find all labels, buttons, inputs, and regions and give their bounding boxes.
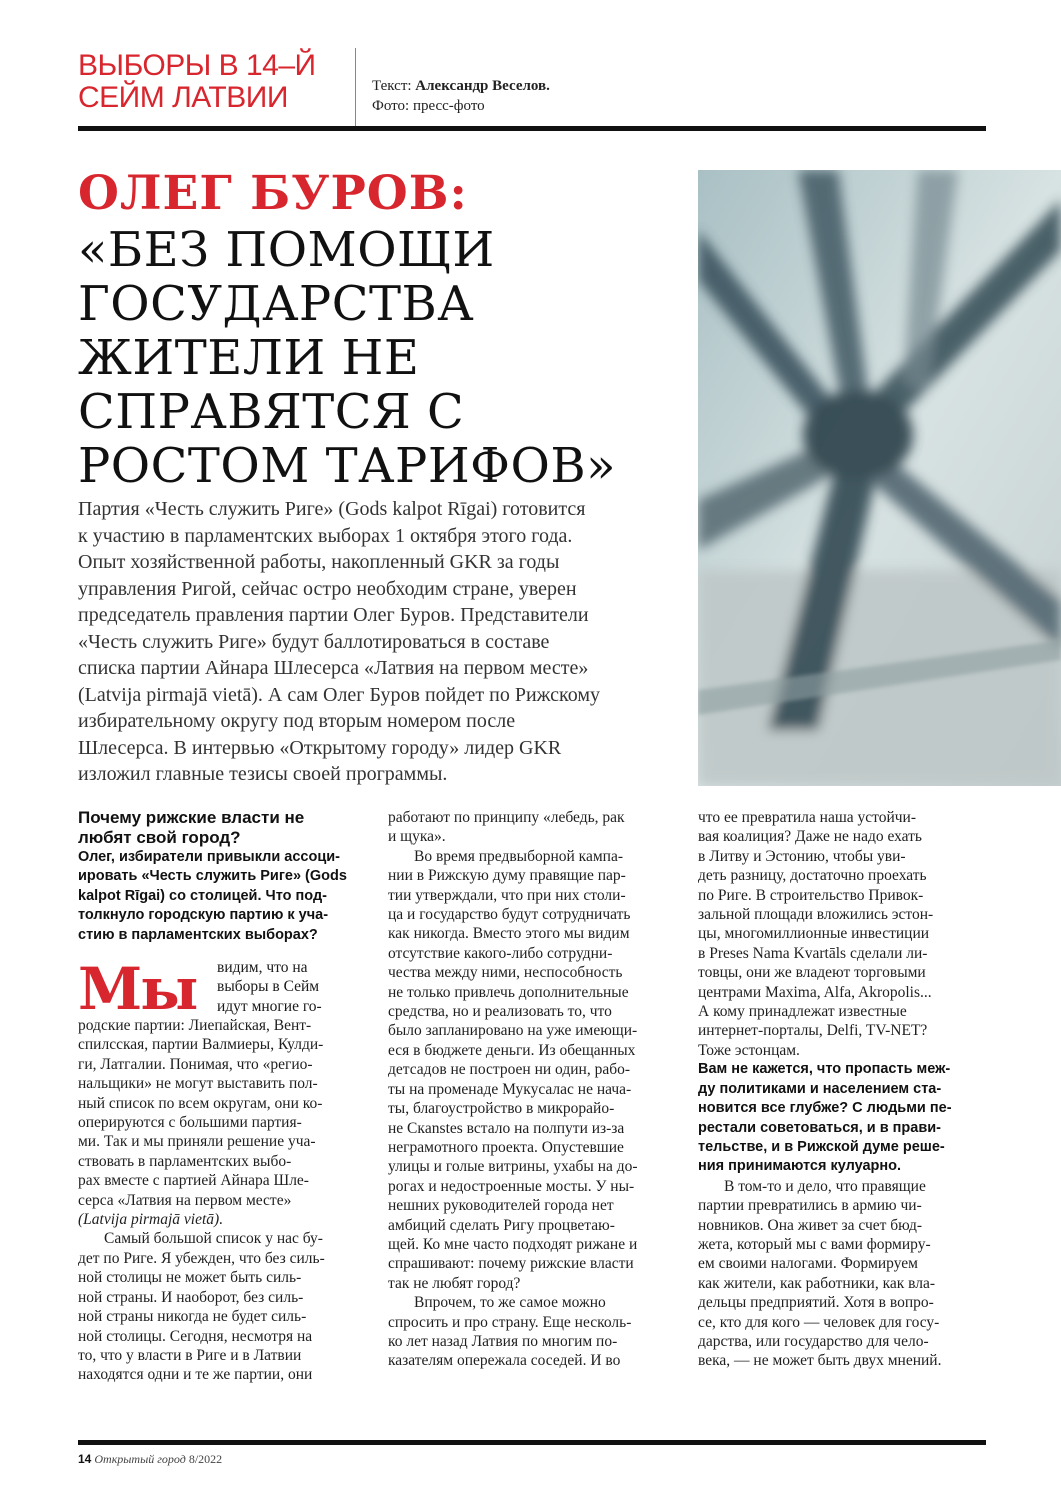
lead-line: (Latvija pirmajā vietā). А сам Олег Буров пойдет по Рижскому: [78, 683, 600, 706]
body-line: улицы и голые витрины, ухабы на до-: [388, 1158, 638, 1176]
body-line: нальщики» не могут выставить пол-: [78, 1075, 318, 1093]
body-line: спросить и про страну. Еще несколь-: [388, 1313, 632, 1331]
interview-question: Олег, избиратели привыкли ассоци-: [78, 849, 340, 865]
rubric-divider: [355, 48, 356, 126]
body-line: товцы, они же владеют торговыми: [698, 964, 926, 982]
body-line: амбиций сделать Ригу процветаю-: [388, 1216, 615, 1234]
body-line: Впрочем, то же самое можно: [414, 1294, 606, 1312]
body-line: средства, но и реализовать то, что: [388, 1003, 612, 1021]
photo-source: пресс-фото: [412, 98, 485, 114]
headline: [78, 223, 616, 493]
body-line: не только привлечь дополнительные: [388, 983, 629, 1001]
body-line: В том-то и дело, что правящие: [724, 1177, 926, 1195]
body-line: чества между ними, неспособность: [388, 964, 623, 982]
rubric-line-2: СЕЙМ ЛАТВИИ: [78, 81, 288, 114]
column-1-body: [78, 1016, 368, 1385]
body-line: находятся одни и те же партии, они: [78, 1366, 313, 1384]
body-line: то, что у власти в Риге и в Латвии: [78, 1346, 302, 1364]
body-line: вая коалиция? Даже не надо ехать: [698, 828, 923, 846]
body-line: се, кто для кого — человек для госу-: [698, 1313, 940, 1331]
body-line: идут многие го-: [217, 997, 322, 1015]
page-footer: [78, 1452, 222, 1467]
body-line: рогах и недостроенные мосты. У ны-: [388, 1177, 635, 1195]
body-line: щей. Ко мне часто подходят рижане и: [388, 1235, 638, 1253]
body-line: еся в бюджете деньги. Из обещанных: [388, 1041, 636, 1059]
credits: [372, 76, 550, 116]
issue-number: 8/2022: [188, 1452, 223, 1466]
interview-question: ду политиками и населением ста-: [698, 1080, 942, 1097]
body-line: нии в Рижскую думу правящие пар-: [388, 867, 626, 885]
body-line: в Литву и Эстонию, чтобы уви-: [698, 847, 906, 865]
body-line: А кому принадлежат известные: [698, 1003, 907, 1021]
body-line: ца и государство будут сотрудничать: [388, 906, 631, 924]
interview-question: kalpot Rīgai) со столицей. Что под-: [78, 887, 327, 904]
body-line: ный список по всем округам, они ко-: [78, 1094, 323, 1112]
lead-line: Опыт хозяйственной работы, накопленный GKR за годы: [78, 551, 560, 573]
body-line: не Скanstes встало на полпути из-за: [388, 1119, 625, 1137]
section-rubric: [78, 50, 348, 114]
body-line: ко лет назад Латвия по многим по-: [388, 1332, 618, 1350]
photo-label: Фото:: [372, 98, 410, 114]
body-line: тии утверждали, что при них столи-: [388, 886, 626, 904]
bottom-rule: [78, 1440, 986, 1445]
drop-cap: Мы: [78, 955, 197, 1023]
body-line: интернет-порталы, Delfi, TV-NET?: [698, 1022, 928, 1040]
body-line: Во время предвыборной кампа-: [414, 847, 623, 865]
text-label: Текст:: [372, 78, 412, 94]
subheading: любят свой город?: [78, 828, 241, 847]
drop-cap-text: [217, 958, 322, 1016]
body-line: ми. Так и мы приняли решение уча-: [78, 1133, 316, 1151]
body-line: ем своими налогами. Формируем: [698, 1255, 918, 1273]
body-line: дельцы предприятий. Хотя в вопро-: [698, 1294, 934, 1312]
body-line: ствовать в парламентских выбо-: [78, 1152, 292, 1170]
interview-question: тельстве, и в Рижской думе реше-: [698, 1138, 945, 1155]
lead-line: Шлесерса. В интервью «Открытому городу» лидер GKR: [78, 736, 562, 759]
body-line: отсутствие какого-либо сотрудни-: [388, 944, 613, 962]
article-photo: [698, 170, 1061, 786]
headline-line: СПРАВЯТСЯ С: [78, 384, 465, 440]
body-line: родские партии: Лиепайская, Вент-: [78, 1017, 312, 1034]
column-3: [698, 808, 988, 1371]
lead-line: к участию в парламентских выборах 1 октября этого года.: [78, 524, 573, 547]
headline-line: ГОСУДАРСТВА: [78, 276, 475, 332]
body-line: как жители, как работники, как вла-: [698, 1274, 936, 1292]
page-number: 14: [78, 1452, 92, 1466]
body-line: центрами Maxima, Alfa, Akropolis...: [698, 983, 932, 1001]
body-line: работают по принципу «лебедь, рак: [388, 809, 625, 826]
body-line: ной столицы не может быть силь-: [78, 1269, 302, 1287]
body-line: Самый большой список у нас бу-: [104, 1230, 323, 1248]
body-line: ты на променаде Мукусалас не нача-: [388, 1080, 632, 1098]
body-line: века, — не может быть двух мнений.: [698, 1352, 942, 1370]
body-line: выборы в Сейм: [217, 978, 320, 996]
body-line: спилсская, партии Валмиеры, Кулди-: [78, 1036, 324, 1054]
column-1: [78, 808, 368, 945]
body-line: нешних руководителей города нет: [388, 1197, 614, 1215]
body-line: жета, который мы с вами формиру-: [698, 1235, 931, 1253]
column-2: [388, 808, 678, 1371]
lead-line: Партия «Честь служить Риге» (Gods kalpot Rīgai) готовится: [78, 498, 586, 520]
body-line: и щука».: [388, 828, 446, 846]
lead-line: избирательному округу под вторым номером после: [78, 710, 516, 732]
body-line: зальной площади вложились эстон-: [698, 906, 934, 924]
body-line: дет по Риге. Я убежден, что без силь-: [78, 1249, 325, 1267]
body-line: как никогда. Вместо этого мы видим: [388, 925, 630, 943]
body-line: ты, благоустройство в микрорайо-: [388, 1100, 615, 1118]
body-line: было запланировано на уже имеющи-: [388, 1022, 638, 1040]
body-line: партии превратились в армию чи-: [698, 1197, 922, 1215]
author-name: Александр Веселов.: [415, 78, 550, 94]
lead-line: председатель правления партии Олег Буров. Представители: [78, 604, 589, 626]
lead-line: управления Ригой, сейчас остро необходим стране, уверен: [78, 577, 577, 600]
body-line: ной столицы. Сегодня, несмотря на: [78, 1327, 313, 1345]
body-line: ной страны никогда не будет силь-: [78, 1308, 307, 1326]
body-line: по Риге. В строительство Привок-: [698, 886, 924, 904]
body-line: ги, Латгалии. Понимая, что «регио-: [78, 1055, 313, 1073]
body-line: детсадов не построен ни один, рабо-: [388, 1061, 630, 1079]
interview-question: ировать «Честь служить Риге» (Gods: [78, 868, 347, 885]
body-line: серса «Латвия на первом месте»: [78, 1191, 292, 1209]
body-line: ной страны. И наоборот, без силь-: [78, 1288, 304, 1306]
body-line: деть разницу, достаточно проехать: [698, 867, 927, 885]
interview-question: толкнуло городскую партию к уча-: [78, 907, 329, 924]
interview-question: ния принимаются кулуарно.: [698, 1158, 902, 1175]
lead-line: изложил главные тезисы своей программы.: [78, 763, 448, 785]
body-line: казателям опережала соседей. И во: [388, 1352, 621, 1370]
headline-line: ЖИТЕЛИ НЕ: [78, 330, 420, 386]
headline-kicker: ОЛЕГ БУРОВ:: [78, 166, 468, 221]
magazine-name: Открытый город: [94, 1452, 186, 1466]
body-line: неграмотного проекта. Опустевшие: [388, 1138, 624, 1156]
interview-question: новится все глубже? С людьми пе-: [698, 1100, 952, 1117]
interview-question: рестали советоваться, и в прави-: [698, 1119, 942, 1136]
body-line: новников. Она живет за счет бюд-: [698, 1216, 923, 1234]
lead-line: списка партии Айнара Шлесерса «Латвия на первом месте»: [78, 657, 589, 679]
rubric-line-1: ВЫБОРЫ В 14–Й: [78, 49, 316, 82]
body-line: что ее превратила наша устойчи-: [698, 809, 917, 826]
body-line: Тоже эстонцам.: [698, 1041, 800, 1059]
interview-question: Вам не кажется, что пропасть меж-: [698, 1061, 951, 1078]
headline-line: «БЕЗ ПОМОЩИ: [78, 222, 495, 278]
lead-line: «Честь служить Риге» будут баллотироваться в составе: [78, 630, 550, 653]
body-line: цы, многомиллионные инвестиции: [698, 925, 930, 943]
lead-paragraph: [78, 496, 688, 788]
body-line: в Preses Nama Kvartāls сделали ли-: [698, 944, 928, 962]
body-line: оперируются с большими партия-: [78, 1114, 302, 1132]
body-line: так не любят город?: [388, 1274, 521, 1292]
body-line: видим, что на: [217, 959, 308, 976]
body-line: спрашивают: почему рижские власти: [388, 1255, 634, 1273]
body-line: рах вместе с партией Айнара Шле-: [78, 1172, 309, 1190]
subheading: Почему рижские власти не: [78, 808, 305, 827]
body-line: (Latvija pirmajā vietā).: [78, 1211, 224, 1229]
body-line: дарства, или государство для чело-: [698, 1332, 929, 1350]
headline-line: РОСТОМ ТАРИФОВ»: [78, 438, 617, 494]
interview-question: стию в парламентских выборах?: [78, 926, 318, 943]
top-rule: [78, 126, 986, 131]
